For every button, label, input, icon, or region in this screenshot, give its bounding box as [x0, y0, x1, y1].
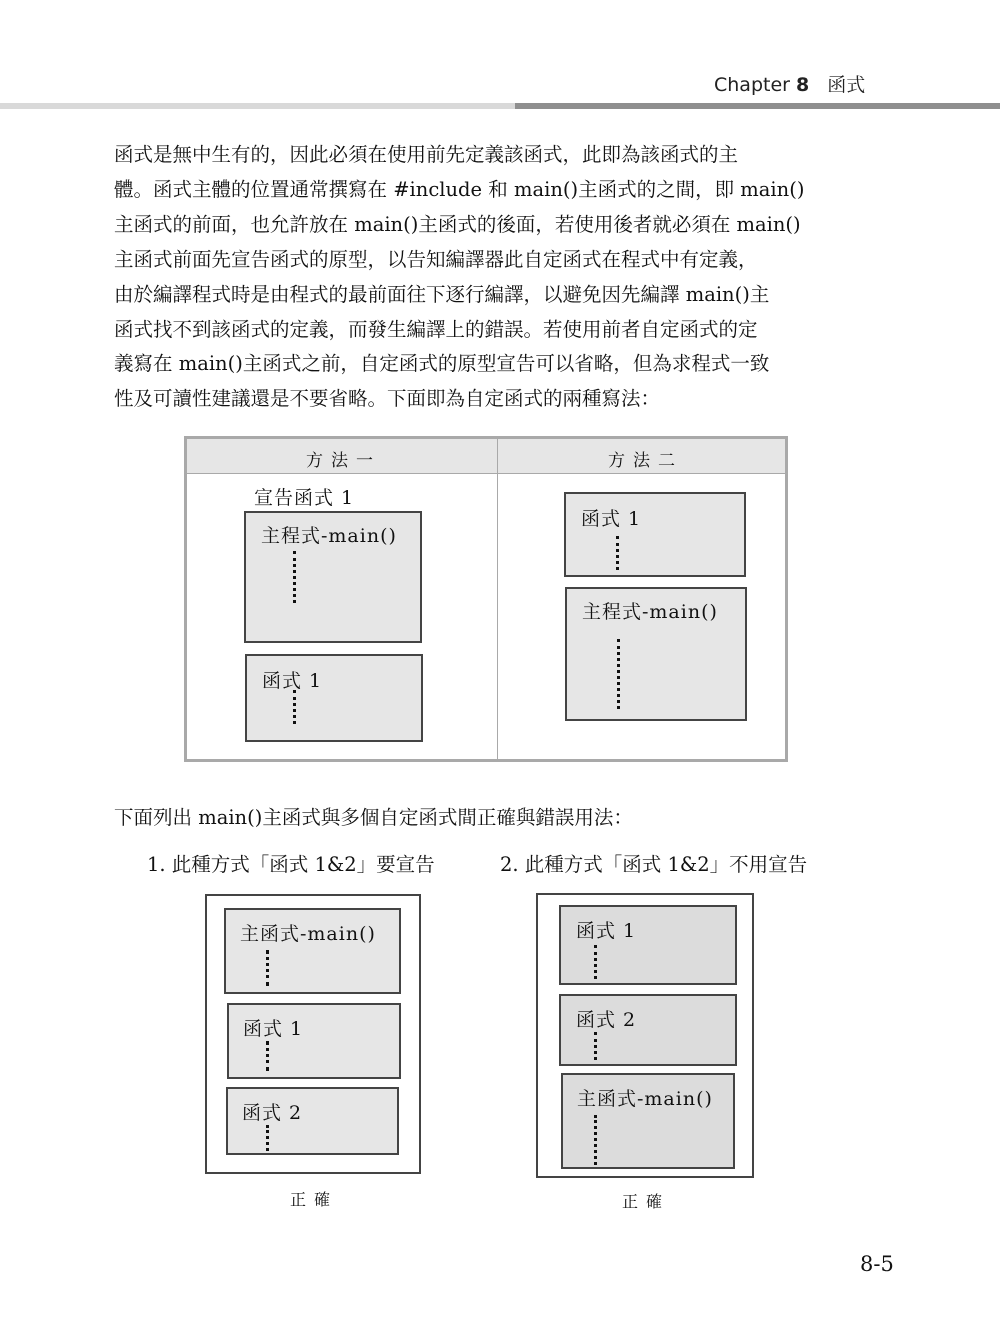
ellipsis-dots	[266, 1125, 269, 1151]
body-paragraph	[114, 138, 874, 417]
case1-caption: 正確	[290, 1190, 339, 1209]
method1-main-label: 主程式-main()	[261, 525, 397, 547]
case2-main-label: 主函式-main()	[577, 1088, 713, 1110]
ellipsis-dots	[594, 1032, 597, 1060]
paragraph-line: 函式是無中生有的，因此必須在使用前先定義該函式，此即為該函式的主	[114, 143, 739, 166]
paragraph-line: 主函式的前面，也允許放在 main()主函式的後面，若使用後者就必須在 main()	[114, 212, 801, 236]
paragraph-line: 主函式前面先宣告函式的原型，以告知編譯器此自定函式在程式中有定義，	[114, 247, 758, 271]
method1-func-box	[245, 654, 423, 742]
method2-main-label: 主程式-main()	[582, 601, 718, 623]
ellipsis-dots	[594, 945, 597, 979]
case2-func1-box	[559, 905, 737, 985]
ellipsis-dots	[293, 551, 296, 603]
case1-func1-box	[227, 1003, 401, 1079]
ellipsis-dots	[594, 1115, 597, 1165]
method1-declare-label: 宣告函式 1	[254, 487, 355, 509]
chapter-header	[714, 70, 865, 97]
method2-header: 方法二	[608, 451, 683, 471]
method2-func-label: 函式 1	[581, 508, 642, 530]
case2-caption: 正確	[622, 1192, 671, 1211]
ellipsis-dots	[617, 639, 620, 709]
case2-func1-label: 函式 1	[576, 920, 637, 942]
method2-func-box	[564, 492, 746, 577]
paragraph-line: 義寫在 main()主函式之前，自定函式的原型宣告可以省略，但為求程式一致	[114, 352, 770, 376]
paragraph-line: 體。函式主體的位置通常撰寫在 #include 和 main()主函式的之間，即 main()	[114, 177, 805, 201]
case1-main-label: 主函式-main()	[240, 923, 376, 945]
ellipsis-dots	[266, 950, 269, 986]
paragraph-line: 性及可讀性建議還是不要省略。下面即為自定函式的兩種寫法：	[114, 387, 661, 411]
case1-func2-box	[226, 1087, 399, 1155]
case2-func2-label: 函式 2	[576, 1009, 637, 1031]
case1-func2-label: 函式 2	[242, 1102, 303, 1124]
paragraph-line: 由於編譯程式時是由程式的最前面往下逐行編譯，以避免因先編譯 main()主	[114, 282, 770, 306]
case2-title: 2. 此種方式「函式 1&2」不用宣告	[500, 853, 808, 876]
method1-main-box	[244, 511, 422, 643]
method1-header: 方法一	[306, 451, 381, 471]
case1-main-box	[224, 908, 401, 994]
case1-title: 1. 此種方式「函式 1&2」要宣告	[147, 853, 435, 876]
list-intro: 下面列出 main()主函式與多個自定函式間正確與錯誤用法：	[114, 806, 633, 829]
case1-func1-label: 函式 1	[243, 1018, 304, 1040]
method1-func-label: 函式 1	[262, 670, 323, 692]
chapter-title: 函式	[827, 74, 866, 96]
ellipsis-dots	[266, 1041, 269, 1071]
page-number: 8-5	[860, 1252, 894, 1276]
chapter-label: Chapter	[714, 74, 790, 96]
ellipsis-dots	[293, 690, 296, 724]
methods-table-divider	[497, 439, 498, 759]
methods-table-header-row	[187, 439, 785, 474]
paragraph-line: 函式找不到該函式的定義，而發生編譯上的錯誤。若使用前者自定函式的定	[114, 317, 758, 341]
method2-main-box	[565, 587, 747, 721]
chapter-number: 8	[795, 74, 810, 96]
ellipsis-dots	[616, 536, 619, 570]
case2-func2-box	[559, 994, 737, 1066]
header-rule-dark	[515, 103, 1000, 109]
header-rule-light	[0, 103, 515, 109]
case2-main-box	[561, 1073, 735, 1169]
